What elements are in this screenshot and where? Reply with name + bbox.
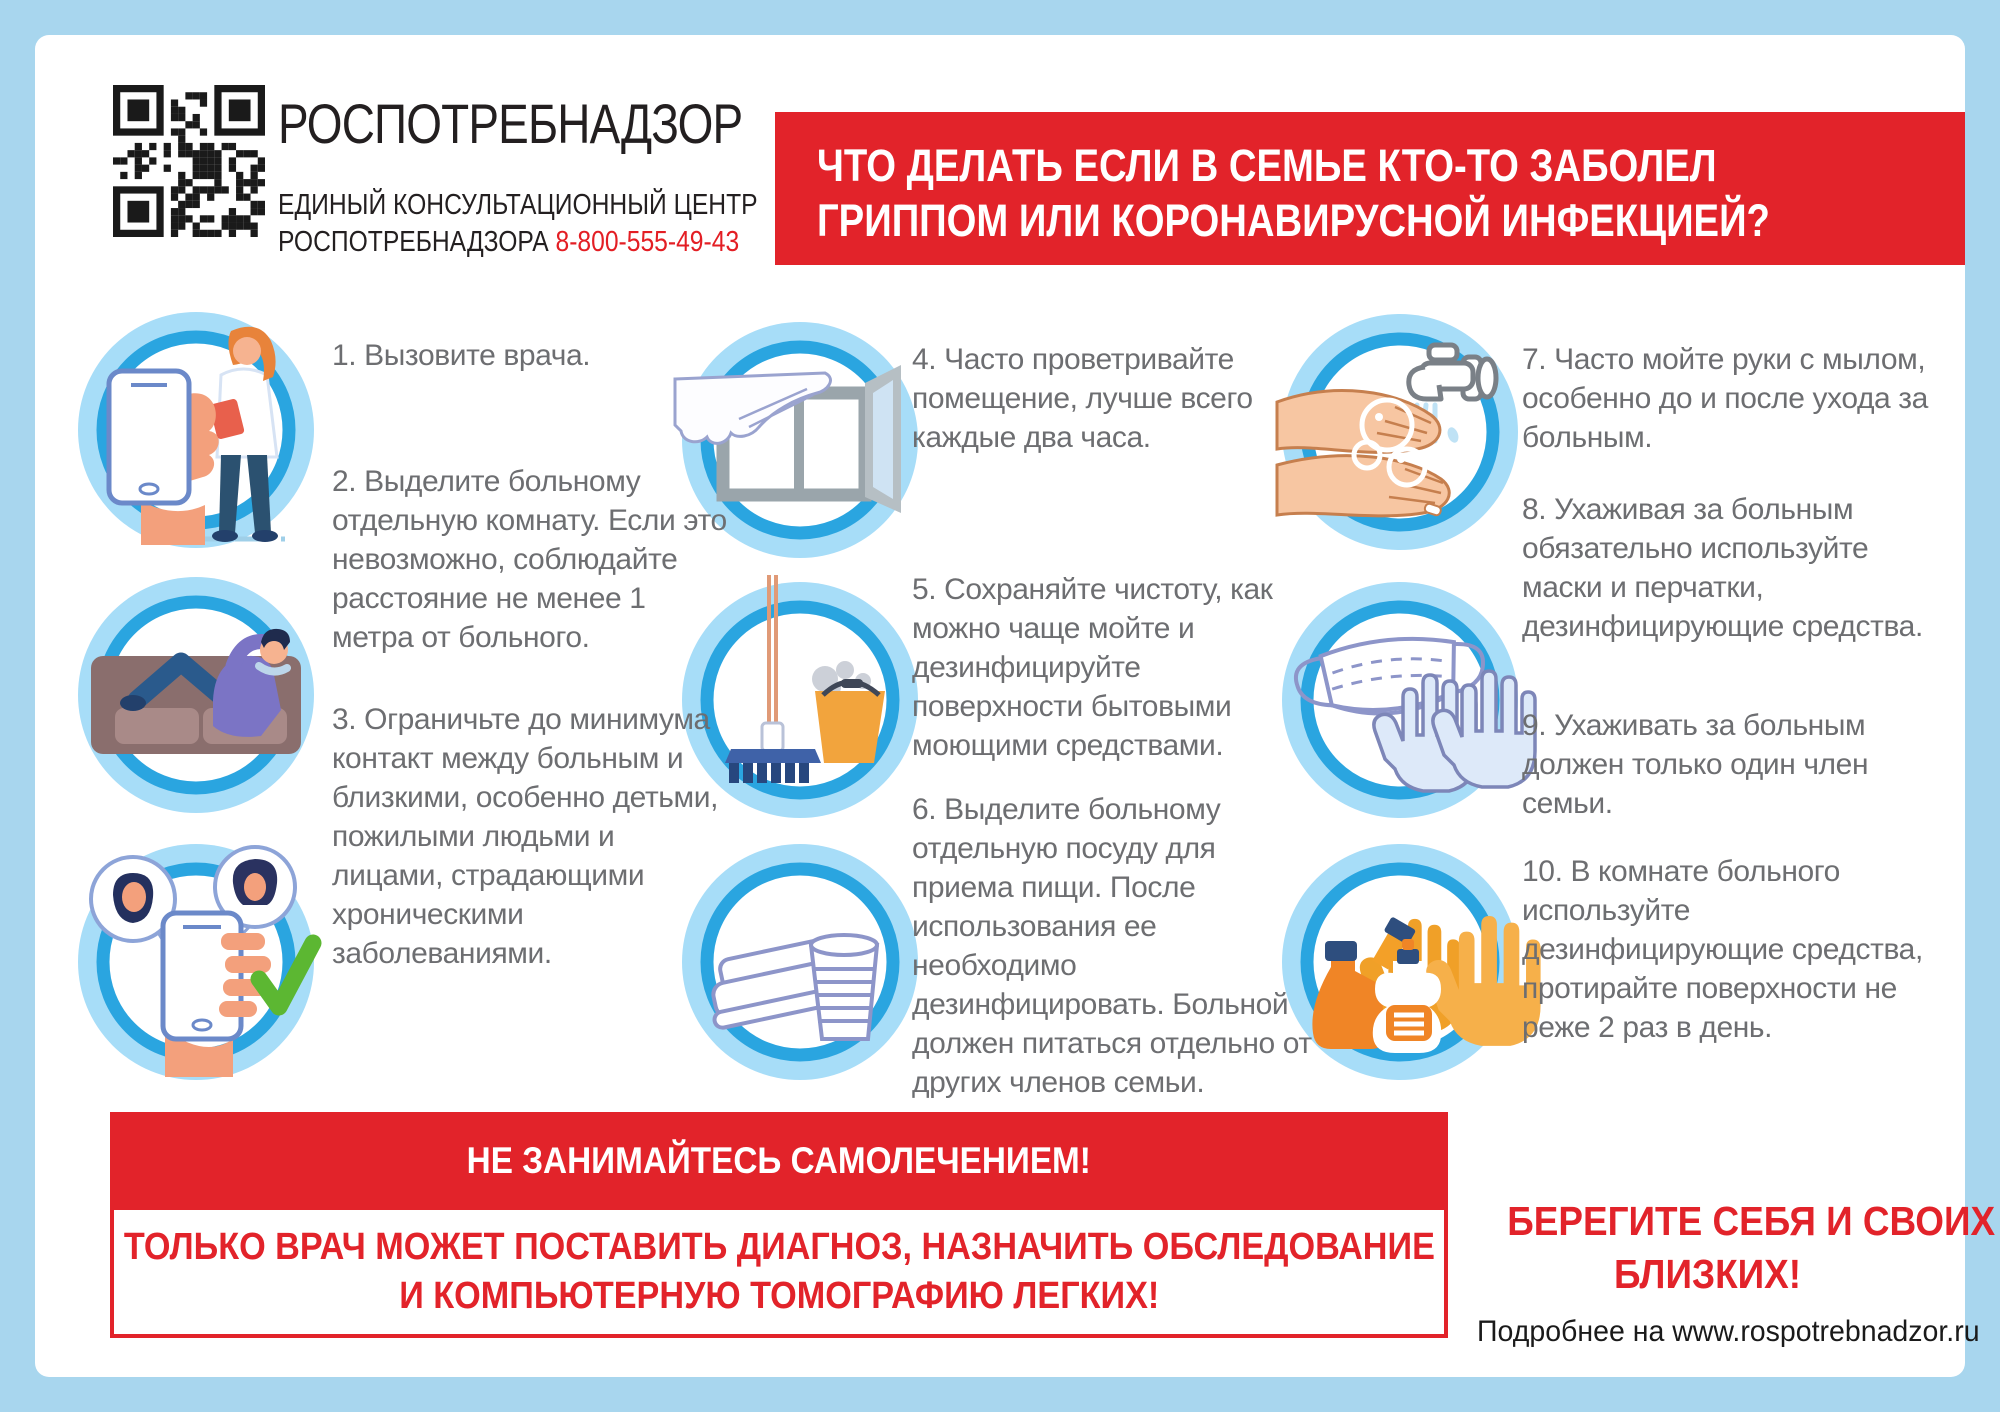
- org-subtitle-line1: ЕДИНЫЙ КОНСУЛЬТАЦИОННЫЙ ЦЕНТР: [278, 189, 758, 221]
- item-4-text: 4. Часто проветривайте помещение, лучше всего каждые два часа.: [912, 343, 1253, 454]
- warning-detail: [110, 1210, 1448, 1338]
- phone-number: 8-800-555-49-43: [555, 226, 740, 258]
- mask-gloves-icon: [1275, 575, 1525, 825]
- title-banner: [775, 112, 1965, 265]
- hand-washing-icon: [1275, 307, 1525, 557]
- phone-consultation-icon: [71, 837, 321, 1087]
- warning-banner-text: НЕ ЗАНИМАЙТЕСЬ САМОЛЕЧЕНИЕМ!: [466, 1140, 1092, 1181]
- warning-detail-line1: ТОЛЬКО ВРАЧ МОЖЕТ ПОСТАВИТЬ ДИАГНОЗ, НАЗНАЧИТЬ ОБСЛЕДОВАНИЕ: [123, 1226, 1435, 1268]
- item-3-text: 3. Ограничьте до минимума контакт между больным и близкими, особенно детьми, пожилыми людьми и лицами, страдающими хроническими заболеваниями.: [332, 703, 719, 970]
- website-note: Подробнее на www.rospotrebnadzor.ru: [1477, 1315, 1980, 1348]
- item-10-text: 10. В комнате больного используйте дезинфицирующие средства, протирайте поверхности не реже 2 раз в день.: [1522, 855, 1923, 1044]
- poster-title: ЧТО ДЕЛАТЬ ЕСЛИ В СЕМЬЕ КТО-ТО ЗАБОЛЕЛ ГРИППОМ ИЛИ КОРОНАВИРУСНОЙ ИНФЕКЦИЕЙ?: [817, 140, 1770, 246]
- item-7-text: 7. Часто мойте руки с мылом, особенно до и после ухода за больным.: [1522, 343, 1928, 454]
- org-subtitle: [278, 187, 758, 261]
- item-1-text: 1. Вызовите врача.: [332, 339, 591, 372]
- closing-message: [1485, 1195, 1996, 1301]
- qr-code-icon: [113, 85, 265, 237]
- sick-person-sofa-icon: [71, 570, 321, 820]
- call-doctor-icon: [71, 305, 321, 555]
- item-9-text: 9. Ухаживать за больным должен только один член семьи.: [1522, 709, 1869, 820]
- item-2-text: 2. Выделите больному отдельную комнату. Если это невозможно, соблюдайте расстояние не менее 1 метра от больного.: [332, 465, 727, 654]
- warning-banner: [110, 1112, 1448, 1210]
- item-8-text: 8. Ухаживая за больным обязательно используйте маски и перчатки, дезинфицирующие средства.: [1522, 493, 1923, 643]
- org-title: РОСПОТРЕБНАДЗОР: [278, 92, 743, 155]
- item-5-text: 5. Сохраняйте чистоту, как можно чаще мойте и дезинфицируйте поверхности бытовыми моющими средствами.: [912, 573, 1273, 762]
- closing-line1: БЕРЕГИТЕ СЕБЯ И СВОИХ: [1507, 1198, 1996, 1244]
- org-subtitle-line2: РОСПОТРЕБНАДЗОРА 8-800-555-49-43: [278, 226, 740, 258]
- warning-detail-line2: И КОМПЬЮТЕРНУЮ ТОМОГРАФИЮ ЛЕГКИХ!: [398, 1275, 1160, 1317]
- warning-block: [110, 1112, 1448, 1338]
- item-6-text: 6. Выделите больному отдельную посуду для приема пищи. После использования ее необходимо дезинфицировать. Больной должен питаться отдельно от других членов семьи.: [912, 793, 1312, 1099]
- closing-line2: БЛИЗКИХ!: [1613, 1251, 1802, 1297]
- poster-card: [35, 35, 1996, 1377]
